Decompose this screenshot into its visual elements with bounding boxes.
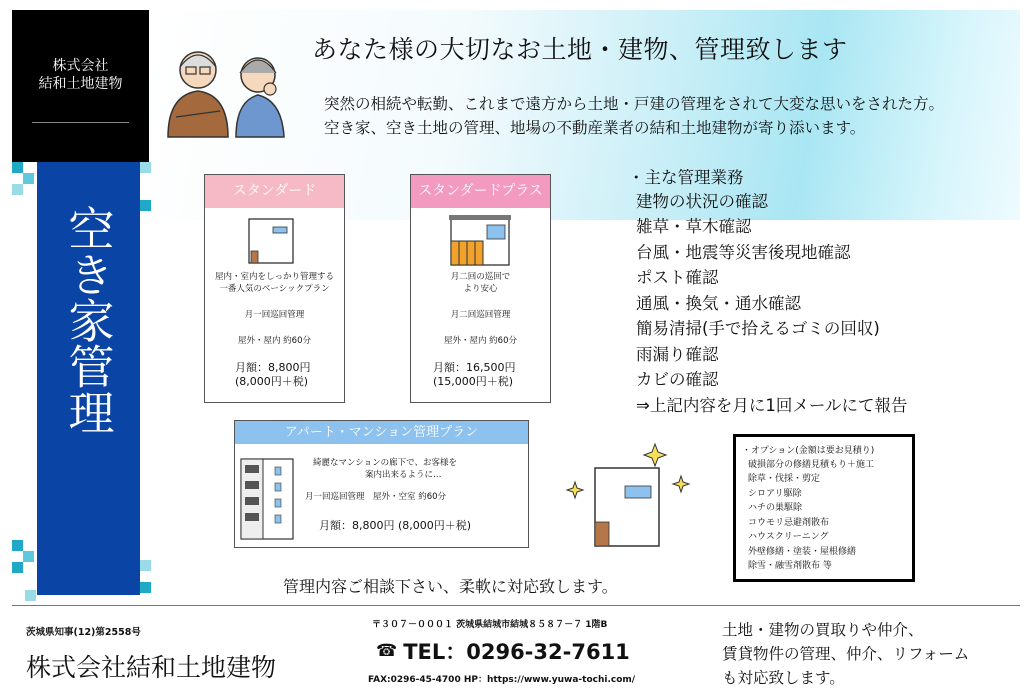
plan-card-standard-plus	[410, 174, 551, 403]
consult-text: 管理内容ご相談下さい、柔軟に対応致します。	[283, 577, 618, 596]
decor-square	[12, 562, 23, 573]
decor-square	[140, 582, 151, 593]
plan-price: 月額：8,800円	[235, 361, 311, 374]
logo-divider	[32, 122, 129, 123]
plan-card-apartment	[234, 420, 529, 548]
woman-figure	[236, 58, 284, 137]
intro-line-1: 突然の相続や転勤、これまで遠方から土地・戸建の管理をされて大変な思いをされた方。	[324, 95, 945, 113]
plan-card-title: スタンダード	[205, 175, 344, 208]
footer-note-3: も対応致します。	[722, 669, 845, 687]
plan-price: 月額：8,800円 (8,000円＋税)	[319, 519, 472, 532]
plan-price: 月額：16,500円	[433, 361, 516, 374]
man-figure	[168, 52, 228, 137]
decor-square	[140, 560, 151, 571]
house-icon	[447, 215, 517, 267]
footer-fax-hp: FAX:0296-45-4700 HP：https://www.yuwa-tochi.com/	[368, 675, 636, 685]
service-item: 雑草・草木確認	[636, 217, 752, 236]
side-title	[37, 205, 140, 446]
service-item: 台風・地震等災害後現地確認	[636, 243, 851, 262]
decor-square	[140, 200, 151, 211]
company-logo-box	[12, 10, 149, 162]
decor-square	[140, 162, 151, 173]
plan-scope: 屋外・屋内 約60分	[237, 336, 312, 346]
option-item: 除草・伐採・剪定	[748, 474, 821, 484]
services-heading: ・主な管理業務	[628, 168, 744, 187]
plan-desc: 月二回の巡回で	[450, 272, 511, 282]
options-heading: ・オプション(金額は要お見積り)	[742, 446, 875, 456]
sparkling-house-illustration	[565, 440, 695, 550]
service-item: 通風・換気・通水確認	[636, 294, 801, 313]
elderly-couple-illustration	[160, 45, 290, 140]
option-item: 外壁修繕・塗装・屋根修繕	[748, 547, 857, 557]
logo-line-2: 結和土地建物	[38, 76, 123, 92]
plan-desc: 一番人気のベーシックプラン	[219, 284, 330, 294]
footer-note-2: 賃貸物件の管理、仲介、リフォーム	[722, 645, 970, 663]
apartment-building-icon	[239, 457, 295, 541]
plan-frequency: 月一回巡回管理 屋外・空室 約60分	[305, 492, 447, 502]
decor-square	[12, 162, 23, 173]
service-item: 建物の状況の確認	[636, 192, 768, 211]
footer-note-1: 土地・建物の買取りや仲介、	[722, 621, 924, 639]
decor-square	[12, 540, 23, 551]
footer-company-name: 株式会社結和土地建物	[26, 653, 277, 682]
decor-square	[12, 184, 23, 195]
footer-divider	[12, 605, 1020, 606]
logo-line-1: 株式会社	[52, 58, 109, 74]
plan-frequency: 月二回巡回管理	[450, 310, 511, 320]
decor-square	[23, 551, 34, 562]
service-item: ⇒上記内容を月に1回メールにて報告	[636, 396, 908, 415]
option-item: ハウスクリーニング	[748, 532, 829, 542]
plan-card-standard	[204, 174, 345, 403]
plan-card-title: スタンダードプラス	[411, 175, 550, 208]
option-item: ハチの巣駆除	[748, 503, 803, 513]
intro-line-2: 空き家、空き土地の管理、地場の不動産業者の結和土地建物が寄り添います。	[324, 119, 866, 137]
plan-desc: 屋内・室内をしっかり管理する	[214, 272, 334, 282]
tel-number: TEL：0296-32-7611	[403, 640, 630, 664]
side-title-text: 空き家管理	[61, 205, 116, 435]
decor-square	[25, 590, 36, 601]
footer-address: 〒３０７－０００１ 茨城県結城市結城８５８７－７ 1階B	[372, 620, 608, 630]
options-box	[733, 434, 915, 582]
footer-tel[interactable]	[376, 636, 630, 666]
service-item: 雨漏り確認	[636, 345, 719, 364]
option-item: 破損部分の修繕見積もり＋施工	[748, 460, 875, 470]
plan-card-title: アパート・マンション管理プラン	[235, 421, 528, 444]
plan-desc: 綺麗なマンションの廊下で、お客様を	[313, 458, 457, 468]
plan-desc: より安心	[463, 284, 498, 294]
plan-scope: 屋外・屋内 約60分	[443, 336, 518, 346]
plan-price-tax: (8,000円＋税)	[235, 375, 309, 388]
phone-icon: ☎	[376, 641, 398, 661]
service-item: 簡易清掃(手で拾えるゴミの回収)	[636, 319, 880, 338]
decor-square	[23, 173, 34, 184]
house-icon	[247, 217, 295, 265]
option-item: コウモリ忌避剤散布	[748, 518, 830, 528]
plan-price-tax: (15,000円＋税)	[433, 375, 514, 388]
plan-frequency: 月一回巡回管理	[244, 310, 305, 320]
service-item: カビの確認	[636, 370, 719, 389]
headline: あなた様の大切なお土地・建物、管理致します	[312, 35, 848, 64]
service-item: ポスト確認	[636, 268, 719, 287]
license-number: 茨城県知事(12)第2558号	[26, 627, 141, 638]
option-item: シロアリ駆除	[748, 489, 802, 499]
plan-desc: 案内出来るように…	[365, 470, 442, 480]
option-item: 除雪・融雪剤散布 等	[748, 561, 832, 571]
